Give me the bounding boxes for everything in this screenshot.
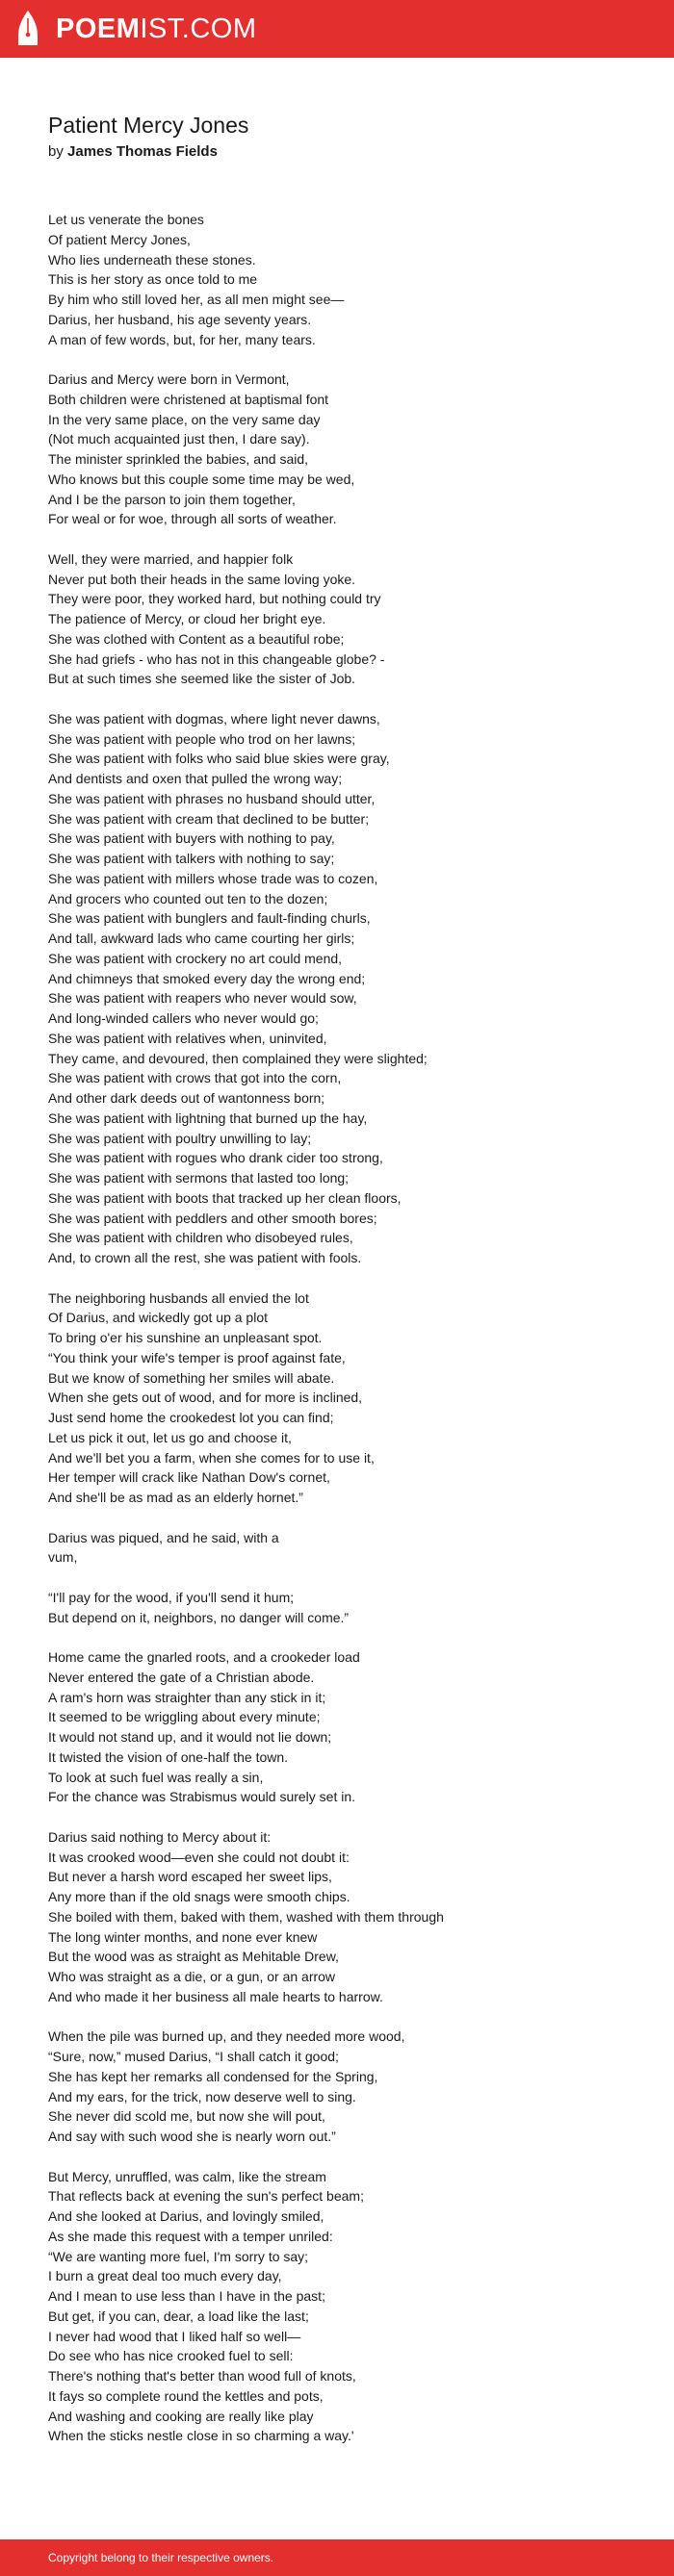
poem-line: She boiled with them, baked with them, washed with them through	[48, 1908, 444, 1925]
poem-stanza	[48, 210, 645, 349]
poem-line: I burn a great deal too much every day,	[48, 2268, 282, 2284]
poem-line: Let us venerate the bones	[48, 212, 204, 227]
poem-line: “I'll pay for the wood, if you'll send it hum;	[48, 1589, 295, 1605]
poem-line: And chimneys that smoked every day the wrong end;	[48, 970, 366, 986]
poem-line: By him who still loved her, as all men might see—	[48, 292, 345, 307]
poem-line: She was patient with lightning that burned up the hay,	[48, 1109, 368, 1126]
poem-line: Of Darius, and wickedly got up a plot	[48, 1310, 269, 1326]
poem-line: She was patient with cream that declined to be butter;	[48, 810, 370, 827]
poem-stanza	[48, 709, 645, 1268]
poem-line: And who made it her business all male hearts to harrow.	[48, 1988, 383, 2004]
poem-line: She had griefs - who has not in this changeable globe? -	[48, 650, 385, 667]
poem-line: “You think your wife's temper is proof against fate,	[48, 1349, 346, 1365]
poem-line: She was patient with people who trod on her lawns;	[48, 730, 356, 747]
poem-line: It would not stand up, and it would not lie down;	[48, 1729, 332, 1745]
poem-line: She was patient with folks who said blue skies were gray,	[48, 751, 390, 767]
poem-title: Patient Mercy Jones	[48, 113, 249, 138]
poem-line: A man of few words, but, for her, many tears.	[48, 331, 316, 347]
poem-line: She was patient with rogues who drank cider too strong,	[48, 1150, 383, 1166]
poem-line: The neighboring husbands all envied the lot	[48, 1289, 309, 1306]
poem-line: She was patient with bunglers and fault-finding churls,	[48, 910, 371, 927]
poem-line: She was patient with phrases no husband should utter,	[48, 790, 376, 806]
poem-line: And my ears, for the trick, now deserve well to sing.	[48, 2088, 356, 2104]
poem-line: I never had wood that I liked half so well—	[48, 2328, 301, 2344]
poem-line: There's nothing that's better than wood full of knots,	[48, 2368, 356, 2384]
poem-line: Darius and Mercy were born in Vermont,	[48, 371, 290, 387]
poem-line: The long winter months, and none ever knew	[48, 1928, 318, 1945]
poem-line: But get, if you can, dear, a load like the last;	[48, 2308, 309, 2324]
poem-line: The patience of Mercy, or cloud her bright eye.	[48, 611, 326, 626]
poem-line: When the sticks nestle close in so charming a way.'	[48, 2428, 354, 2444]
poem-line: She was patient with dogmas, where light never dawns,	[48, 710, 380, 727]
poem-line: Who was straight as a die, or a gun, or an arrow	[48, 1969, 336, 1984]
poem-stanza	[48, 1647, 645, 1807]
brand-bold: POEM	[56, 13, 141, 44]
poem-line: She was patient with peddlers and other smooth bores;	[48, 1210, 377, 1226]
poem-stanza	[48, 1588, 645, 1628]
poem-line: And I mean to use less than I have in the past;	[48, 2288, 325, 2304]
poem-line: A ram's horn was straighter than any stick in it;	[48, 1689, 326, 1705]
poem-line: But depend on it, neighbors, no danger will come.”	[48, 1609, 350, 1625]
poem-line: She was patient with reapers who never would sow,	[48, 990, 357, 1007]
poem-line: But never a harsh word escaped her sweet lips,	[48, 1869, 332, 1885]
poem-line: She was patient with buyers with nothing to pay,	[48, 830, 335, 847]
poem-line: Her temper will crack like Nathan Dow's cornet,	[48, 1469, 330, 1486]
poem-line: But at such times she seemed like the sister of Job.	[48, 671, 356, 687]
poem-line: And long-winded callers who never would go;	[48, 1010, 319, 1026]
poem-line: Any more than if the old snags were smooth chips.	[48, 1889, 350, 1904]
poem-stanza	[48, 370, 645, 529]
poem-line: Let us pick it out, let us go and choose it,	[48, 1429, 292, 1445]
poem-line: Who knows but this couple some time may be wed,	[48, 471, 355, 487]
copyright-notice: Copyright belong to their respective owners.	[48, 2551, 274, 2564]
poem-line: And we'll bet you a farm, when she comes for to use it,	[48, 1449, 375, 1466]
poem-line: It was crooked wood—even she could not doubt it:	[48, 1849, 350, 1865]
poem-line: “Sure, now,” mused Darius, “I shall catch it good;	[48, 2049, 339, 2064]
poem-line: Darius said nothing to Mercy about it:	[48, 1828, 272, 1845]
poem-line: vum,	[48, 1549, 78, 1566]
poem-line: Darius, her husband, his age seventy years.	[48, 311, 312, 327]
poem-line: And I be the parson to join them together,	[48, 491, 296, 507]
poem-line: (Not much acquainted just then, I dare say).	[48, 431, 310, 447]
poem-line: And other dark deeds out of wantonness born;	[48, 1090, 325, 1106]
site-logo-text[interactable]	[56, 13, 257, 44]
poem-line: And she looked at Darius, and lovingly smiled,	[48, 2208, 324, 2224]
poem-line: But the wood was as straight as Mehitable Drew,	[48, 1949, 339, 1965]
poem-line: And say with such wood she is nearly worn out.”	[48, 2129, 336, 2144]
poem-line: For the chance was Strabismus would surely set in.	[48, 1789, 356, 1805]
poem-line: And, to crown all the rest, she was patient with fools.	[48, 1250, 362, 1265]
poem-line: She was patient with children who disobeyed rules,	[48, 1230, 353, 1246]
poem-line: When she gets out of wood, and for more is inclined,	[48, 1390, 363, 1406]
poem-stanza	[48, 1528, 645, 1569]
poem-line: Never put both their heads in the same loving yoke.	[48, 571, 356, 587]
poem-line: When the pile was burned up, and they needed more wood,	[48, 2028, 405, 2045]
poem-line: Well, they were married, and happier folk	[48, 550, 294, 567]
poem-line: For weal or for woe, through all sorts of weather.	[48, 511, 337, 527]
poem-author: James Thomas Fields	[67, 143, 218, 160]
poem-line: And she'll be as mad as an elderly hornet.”	[48, 1490, 303, 1505]
poem-stanza	[48, 2027, 645, 2147]
poem-byline	[48, 142, 218, 162]
poem-stanza	[48, 2167, 645, 2447]
poem-line: She was patient with crows that got into the corn,	[48, 1070, 342, 1086]
poem-line: She was patient with crockery no art could mend,	[48, 950, 343, 966]
poem-line: It twisted the vision of one-half the town.	[48, 1748, 289, 1765]
poem-line: “We are wanting more fuel, I'm sorry to say;	[48, 2248, 309, 2264]
poem-line: She was patient with poultry unwilling to lay;	[48, 1130, 312, 1146]
poem-line: Never entered the gate of a Christian abode.	[48, 1669, 315, 1685]
poem-line: And tall, awkward lads who came courting her girls;	[48, 931, 355, 946]
poem-line: She was patient with talkers with nothing to say;	[48, 851, 335, 866]
poem-line: Just send home the crookedest lot you can find;	[48, 1410, 334, 1425]
poem-line: Do see who has nice crooked fuel to sell:	[48, 2348, 294, 2364]
poem-line: Darius was piqued, and he said, with a	[48, 1529, 279, 1545]
poem-line: They came, and devoured, then complained they were slighted;	[48, 1050, 428, 1066]
poem-line: To look at such fuel was really a sin,	[48, 1769, 264, 1785]
poem-line: They were poor, they worked hard, but nothing could try	[48, 591, 381, 607]
poem-line: She never did scold me, but now she will pout,	[48, 2108, 325, 2125]
site-footer	[0, 2539, 674, 2576]
poem-body	[48, 210, 645, 2466]
poem-line: She was patient with boots that tracked up her clean floors,	[48, 1189, 402, 1206]
poem-stanza	[48, 1288, 645, 1508]
poem-line: She was clothed with Content as a beautiful robe;	[48, 630, 345, 647]
site-header	[0, 0, 674, 58]
poem-line: Home came the gnarled roots, and a crookeder load	[48, 1649, 360, 1665]
poem-line: It fays so complete round the kettles and pots,	[48, 2387, 324, 2404]
poem-line: She was patient with sermons that lasted too long;	[48, 1170, 350, 1186]
poem-line: She has kept her remarks all condensed for the Spring,	[48, 2068, 378, 2084]
poem-line: This is her story as once told to me	[48, 271, 258, 288]
poem-line: The minister sprinkled the babies, and said,	[48, 451, 309, 467]
poem-line: She was patient with millers whose trade was to cozen,	[48, 870, 378, 886]
poem-line: She was patient with relatives when, uninvited,	[48, 1030, 327, 1046]
poem-line: As she made this request with a temper unriled:	[48, 2228, 333, 2244]
poem-line: To bring o'er his sunshine an unpleasant spot.	[48, 1330, 323, 1345]
poem-line: It seemed to be wriggling about every minute;	[48, 1709, 321, 1725]
brand-light: IST.COM	[140, 13, 257, 44]
poem-stanza	[48, 1827, 645, 2007]
poem-line: Who lies underneath these stones.	[48, 251, 256, 268]
poem-line: And dentists and oxen that pulled the wrong way;	[48, 771, 343, 786]
poem-line: But Mercy, unruffled, was calm, like the stream	[48, 2168, 326, 2184]
poem-line: In the very same place, on the very same day	[48, 411, 321, 427]
poem-line: That reflects back at evening the sun's perfect beam;	[48, 2188, 364, 2205]
poem-line: Of patient Mercy Jones,	[48, 231, 191, 247]
by-label: by	[48, 143, 64, 160]
poem-line: And grocers who counted out ten to the dozen;	[48, 890, 328, 906]
poem-stanza	[48, 549, 645, 689]
poem-line: But we know of something her smiles will abate.	[48, 1369, 335, 1386]
poem-line: And washing and cooking are really like play	[48, 2408, 314, 2424]
pen-nib-icon[interactable]	[16, 10, 39, 46]
poem-line: Both children were christened at baptismal font	[48, 391, 329, 407]
